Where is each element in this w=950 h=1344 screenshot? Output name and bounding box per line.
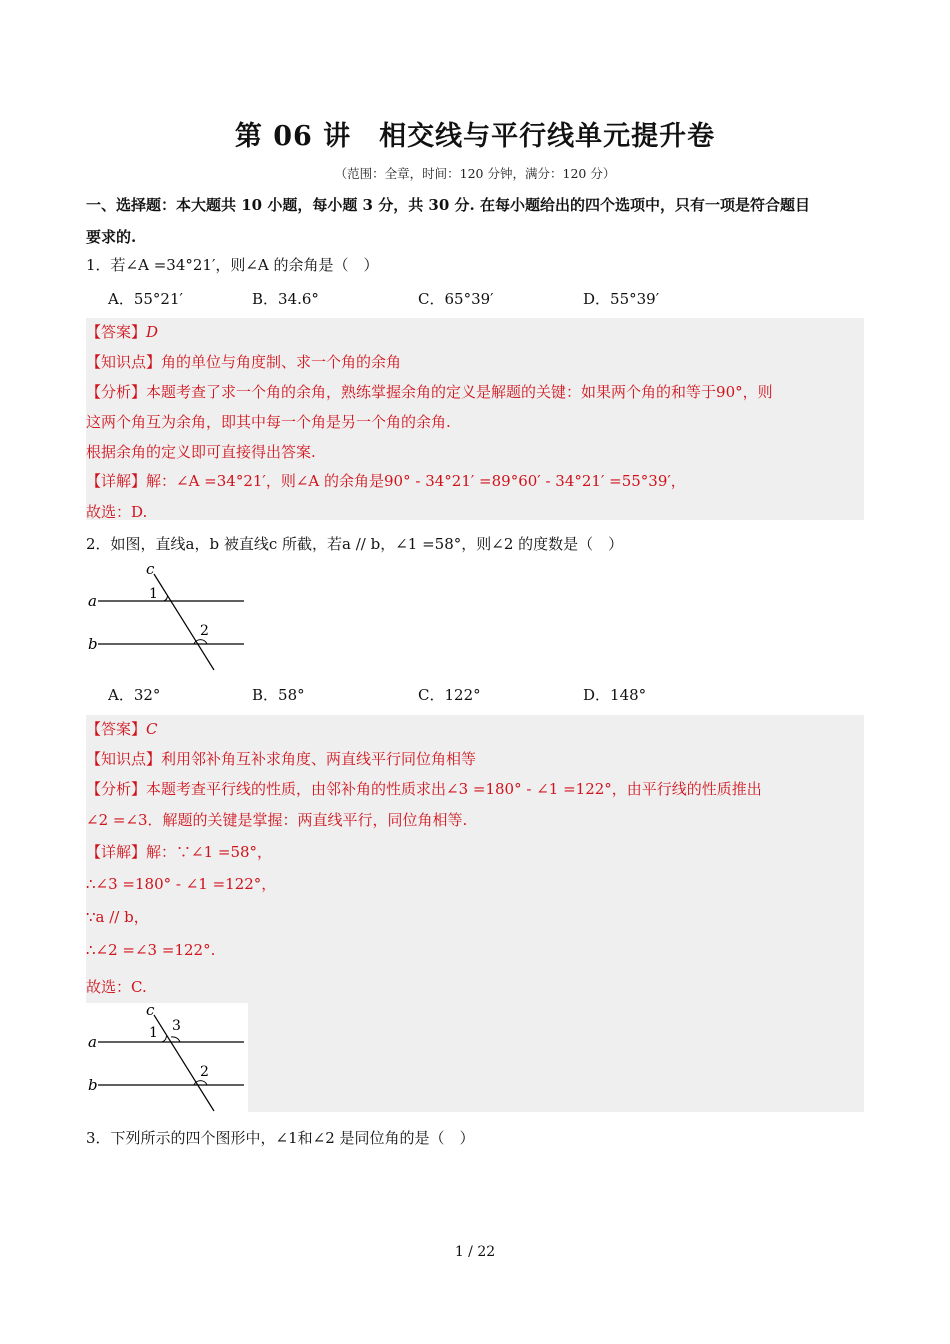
q2-option-b: B．58° bbox=[252, 686, 305, 704]
q3-stem: 3．下列所示的四个图形中，∠1和∠2 是同位角的是（ ） bbox=[86, 1129, 475, 1147]
q2-answer-tag: 【答案】 bbox=[86, 720, 147, 738]
q1-detail-text: 解：∠A =34°21′，则∠A 的余角是90° - 34°21′ =89°60′ - 34°21′ =55°39′， bbox=[146, 472, 686, 490]
q1-answer-value: D bbox=[146, 323, 159, 341]
label-c: c bbox=[146, 562, 155, 578]
q2-detail-tag: 【详解】 bbox=[86, 843, 147, 861]
q2-choose: 故选：C. bbox=[86, 978, 147, 996]
label-2: 2 bbox=[200, 623, 209, 639]
q1-analysis-line3: 根据余角的定义即可直接得出答案. bbox=[86, 443, 316, 461]
q2-detail-line1 bbox=[86, 841, 272, 862]
sol-label-a: a bbox=[88, 1033, 97, 1051]
q2-analysis-line2: ∠2 =∠3．解题的关键是掌握：两直线平行，同位角相等. bbox=[86, 811, 468, 829]
q2-option-a: A．32° bbox=[108, 686, 161, 704]
q1-detail bbox=[86, 470, 686, 491]
sol-label-c: c bbox=[146, 1003, 155, 1019]
q1-kp-text: 角的单位与角度制、求一个角的余角 bbox=[161, 353, 402, 371]
sol-angle1-arc bbox=[162, 1036, 167, 1042]
section-heading-line2: 要求的. bbox=[86, 228, 137, 246]
q2-solution-figure bbox=[86, 1003, 248, 1113]
q1-option-c: C．65°39′ bbox=[418, 290, 494, 308]
sol-label-2: 2 bbox=[200, 1064, 209, 1080]
q2-analysis-line1 bbox=[86, 778, 762, 799]
section-heading-line1: 一、选择题：本大题共 10 小题，每小题 3 分，共 30 分. 在每小题给出的四个选项中，只有一项是符合题目 bbox=[86, 196, 810, 214]
sol-label-b: b bbox=[88, 1076, 98, 1094]
q2-stem: 2．如图，直线a，b 被直线c 所截，若a // b，∠1 =58°，则∠2 的度数是（ ） bbox=[86, 535, 624, 553]
q2-kp-text: 利用邻补角互补求角度、两直线平行同位角相等 bbox=[161, 750, 477, 768]
sol-label-1: 1 bbox=[149, 1025, 158, 1041]
page-subtitle: （范围：全章，时间：120 分钟，满分：120 分） bbox=[334, 166, 616, 181]
q1-analysis-line1 bbox=[86, 381, 773, 402]
q1-option-a: A．55°21′ bbox=[108, 290, 183, 308]
sol-label-3: 3 bbox=[172, 1018, 181, 1034]
q2-figure bbox=[86, 562, 248, 672]
q2-analysis-tag: 【分析】 bbox=[86, 780, 147, 798]
q2-analysis-text1: 本题考查平行线的性质，由邻补角的性质求出∠3 =180° - ∠1 =122°，由平行线的性质推出 bbox=[146, 780, 762, 798]
q1-choose: 故选：D. bbox=[86, 503, 148, 521]
q2-answer bbox=[86, 718, 158, 739]
q1-analysis-tag: 【分析】 bbox=[86, 383, 147, 401]
q2-answer-value: C bbox=[146, 720, 158, 738]
angle1-arc bbox=[164, 596, 168, 601]
page-number: 1 / 22 bbox=[454, 1244, 496, 1260]
q1-kp-tag: 【知识点】 bbox=[86, 353, 162, 371]
q1-knowledge-point bbox=[86, 351, 401, 372]
q2-detail-text1: 解：∵∠1 =58°， bbox=[146, 843, 273, 861]
q2-kp-tag: 【知识点】 bbox=[86, 750, 162, 768]
q1-answer-tag: 【答案】 bbox=[86, 323, 147, 341]
label-b: b bbox=[88, 635, 98, 653]
q2-detail-line3: ∵a // b， bbox=[86, 908, 149, 926]
q1-option-d: D．55°39′ bbox=[583, 290, 660, 308]
q1-analysis-line2: 这两个角互为余角，即其中每一个角是另一个角的余角. bbox=[86, 413, 451, 431]
q2-detail-line2: ∴∠3 =180° - ∠1 =122°， bbox=[86, 875, 277, 893]
q1-detail-tag: 【详解】 bbox=[86, 472, 147, 490]
page-title: 第 06 讲 相交线与平行线单元提升卷 bbox=[234, 121, 716, 152]
q1-answer bbox=[86, 321, 158, 342]
q1-stem: 1．若∠A =34°21′，则∠A 的余角是（ ） bbox=[86, 256, 379, 274]
label-1: 1 bbox=[149, 586, 158, 602]
sol-line-c bbox=[154, 1015, 214, 1111]
q1-option-b: B．34.6° bbox=[252, 290, 319, 308]
sol-angle3-arc bbox=[171, 1037, 180, 1042]
line-c bbox=[154, 574, 214, 670]
label-a: a bbox=[88, 592, 97, 610]
q2-knowledge-point bbox=[86, 748, 476, 769]
q2-option-c: C．122° bbox=[418, 686, 481, 704]
q1-analysis-text1: 本题考查了求一个角的余角，熟练掌握余角的定义是解题的关键：如果两个角的和等于90°，则 bbox=[146, 383, 773, 401]
q2-detail-line4: ∴∠2 =∠3 =122°. bbox=[86, 941, 216, 959]
q2-option-d: D．148° bbox=[583, 686, 647, 704]
